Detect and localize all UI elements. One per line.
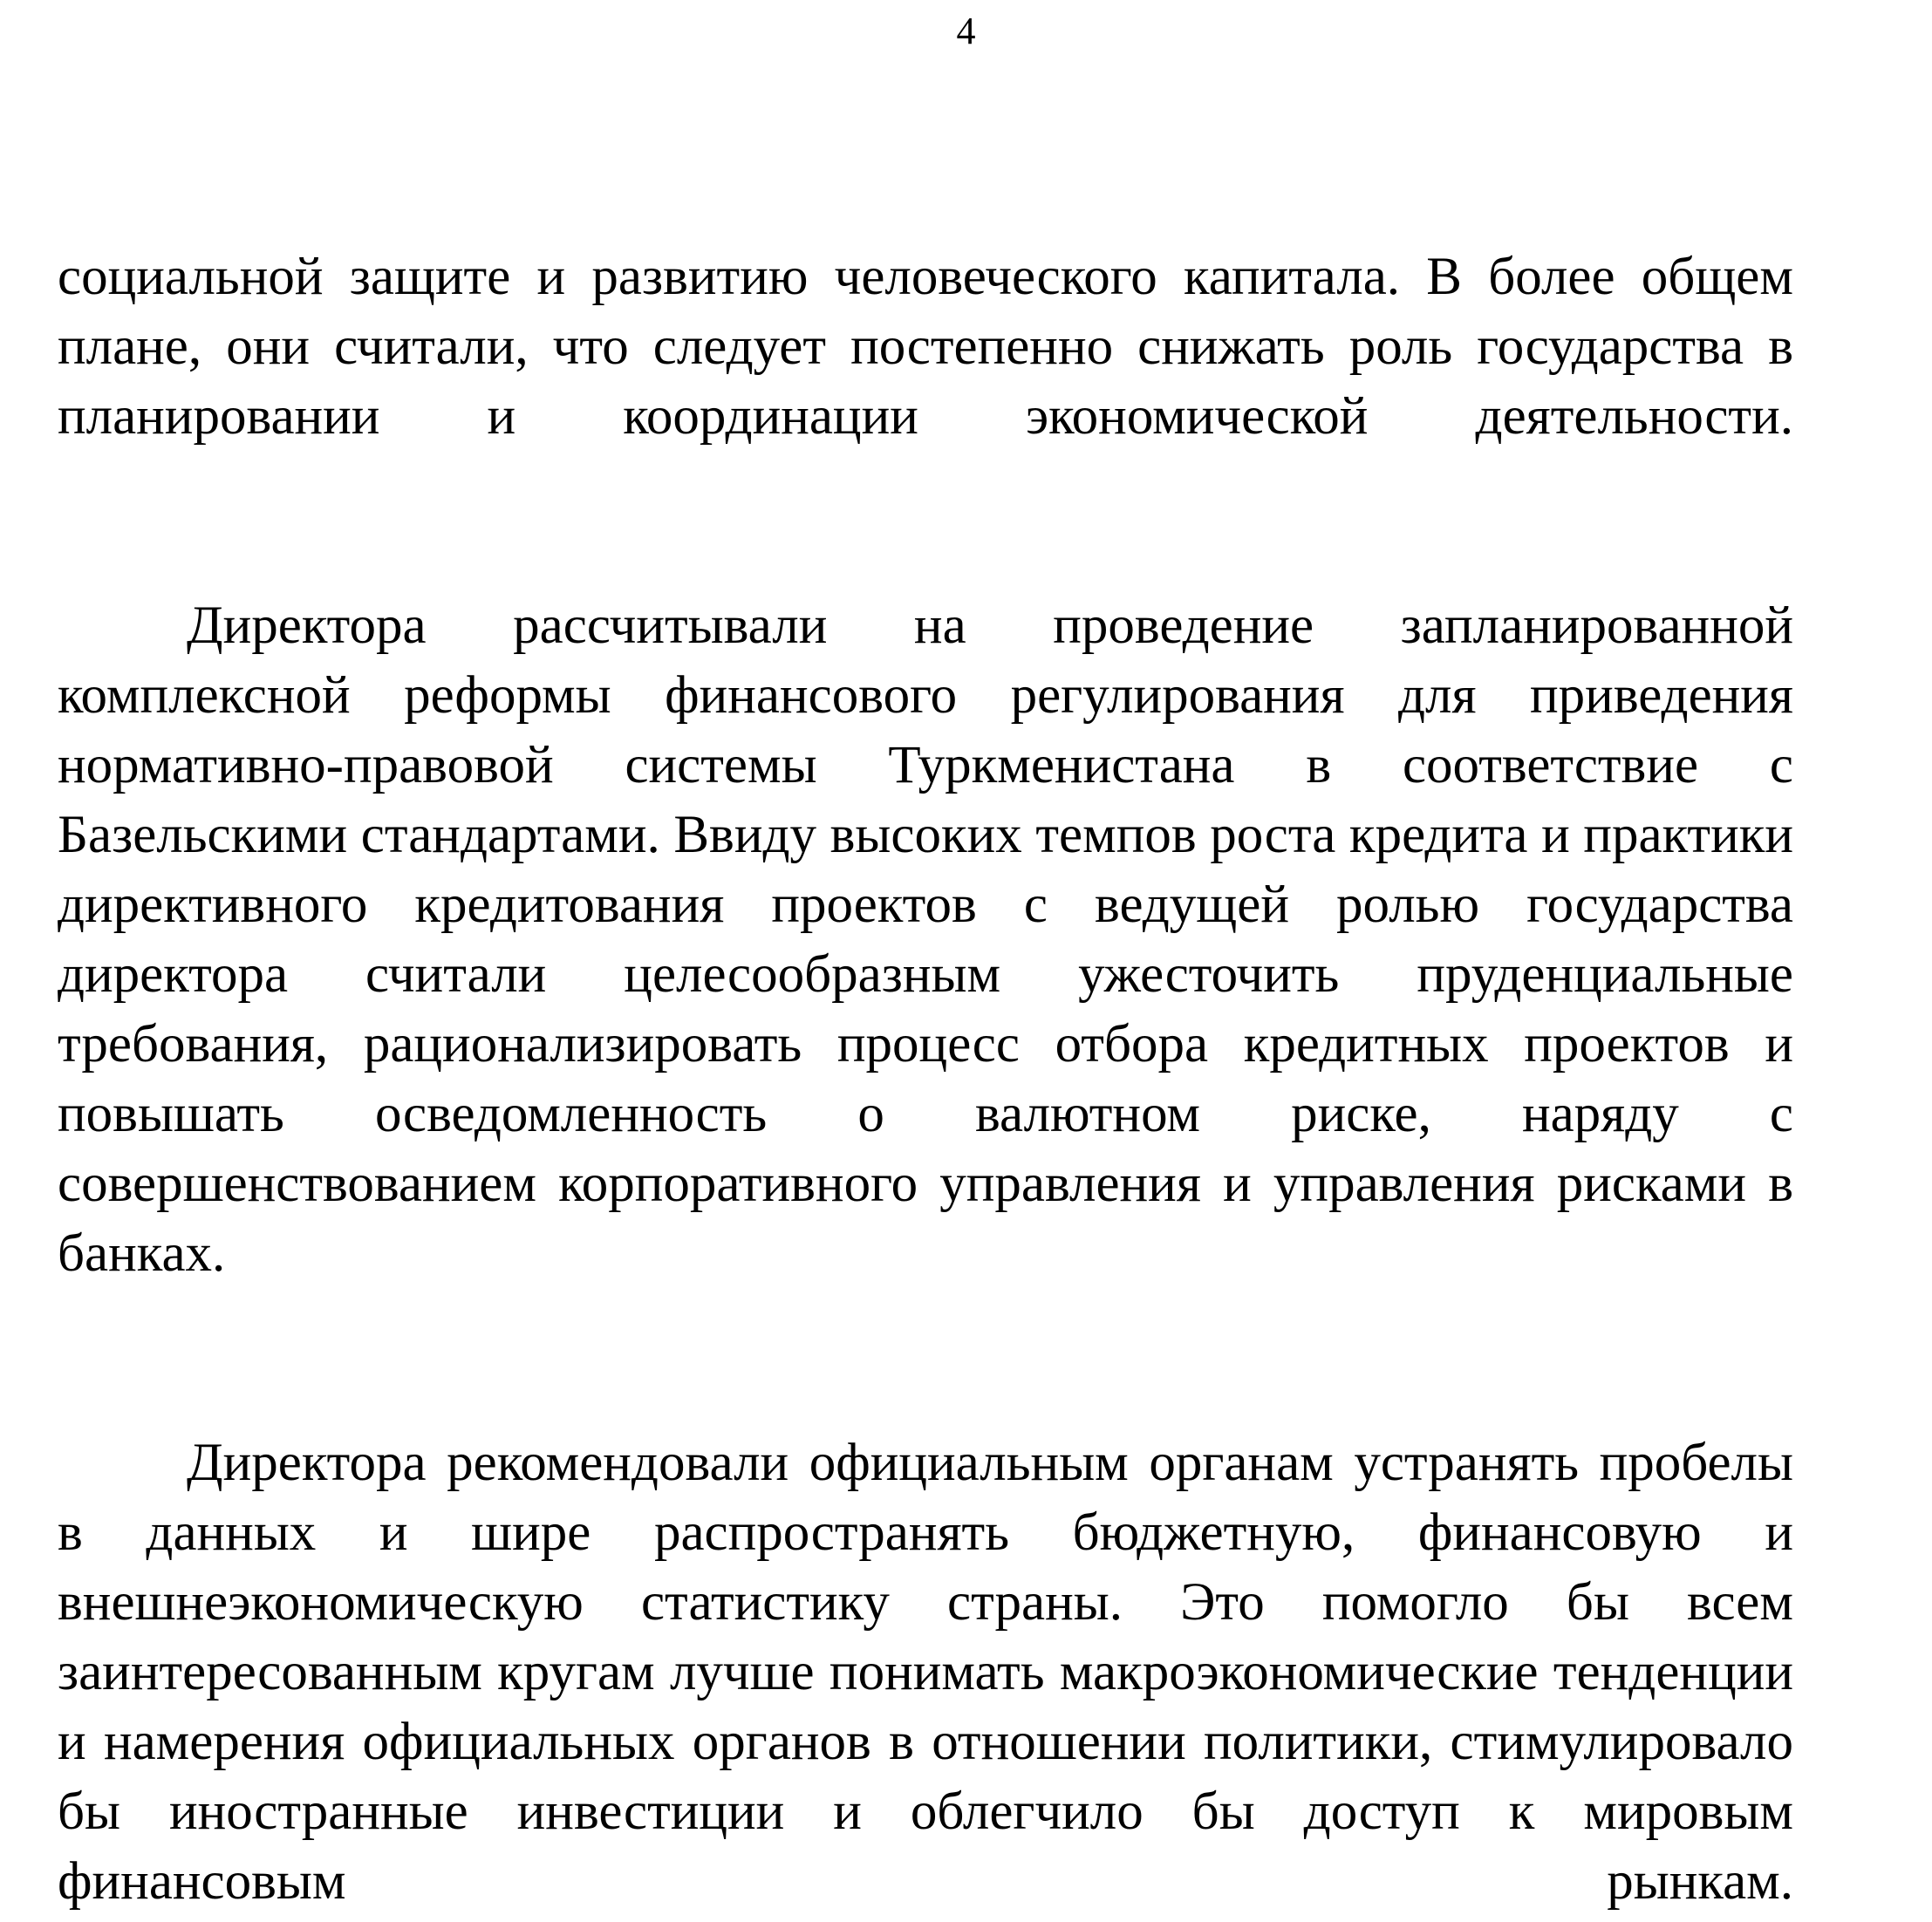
paragraph-continuation: социальной защите и развитию человеческого капитала. В более общем плане, они считали, что следует постепенно снижать роль государства в планировании и координации экономической деятельности. — [58, 248, 1793, 446]
document-body — [58, 242, 1793, 1922]
paragraph-directors-data-gaps: Директора рекомендовали официальным органам устранять пробелы в данных и шире распространять бюджетную, финансовую и внешнеэкономическую статистику страны. Это помогло бы всем заинтересованным кругам лучше понимать макроэкономические тенденции и намерения официальных органов в отношении политики, стимулировало бы иностранные инвестиции и облегчило бы доступ к мировым финансовым рынкам. — [58, 1434, 1793, 1911]
page-number: 4 — [956, 10, 976, 52]
paragraph-directors-financial-regulation: Директора рассчитывали на проведение запланированной комплексной реформы финансового регулирования для приведения нормативно-правовой системы Туркменистана в соответствие с Базельскими стандартами. Ввиду высоких темпов роста кредита и практики директивного кредитования проектов с ведущей ролью государства директора считали целесообразным ужесточить пруденциальные требования, рационализировать процесс отбора кредитных проектов и повышать осведомленность о валютном риске, наряду с совершенствованием корпоративного управления и управления рисками в банках. — [58, 596, 1793, 1283]
